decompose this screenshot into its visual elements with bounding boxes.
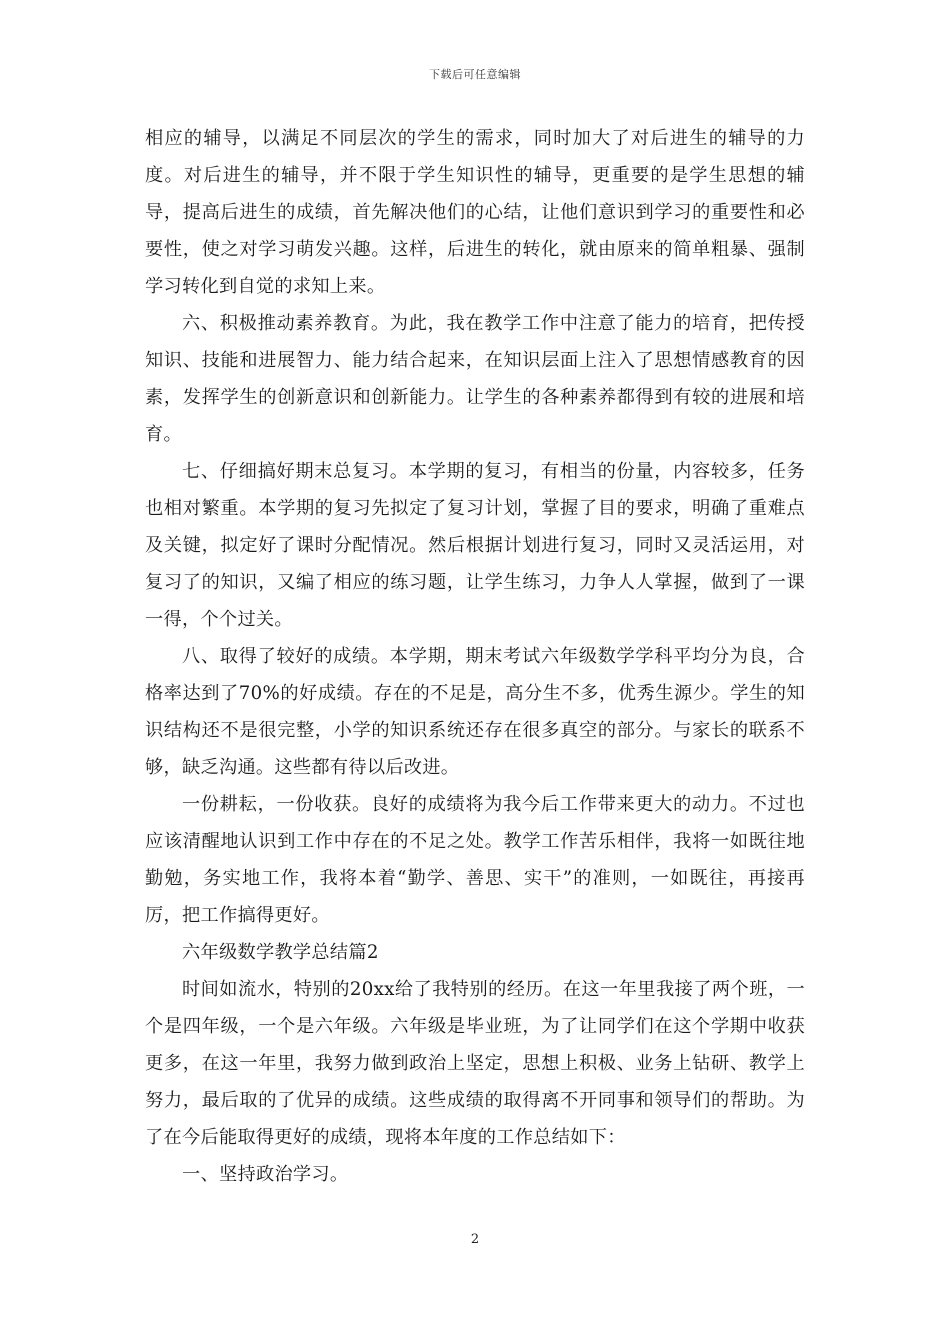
paragraph-item-1: 一、坚持政治学习。 (182, 1164, 349, 1185)
paragraph-conclusion: 一份耕耘，一份收获。良好的成绩将为我今后工作带来更大的动力。不过也应该清醒地认识到工作中存在的不足之处。教学工作苦乐相伴，我将一如既往地勤勉，务实地工作，我将本着“勤学、善思、实干”的准则，一如既往，再接再厉，把工作搞得更好。 (145, 794, 805, 926)
paragraph-section-7: 七、仔细搞好期末总复习。本学期的复习，有相当的份量，内容较多，任务也相对繁重。本学期的复习先拟定了复习计划，掌握了目的要求，明确了重难点及关键，拟定好了课时分配情况。然后根据计划进行复习，同时又灵活运用，对复习了的知识，又编了相应的练习题，让学生练习，力争人人掌握，做到了一课一得，个个过关。 (145, 461, 805, 630)
document-body (145, 120, 805, 1193)
paragraph-intro-2: 时间如流水，特别的20xx给了我特别的经历。在这一年里我接了两个班，一个是四年级，一个是六年级。六年级是毕业班，为了让同学们在这个学期中收获更多，在这一年里，我努力做到政治上坚定，思想上积极、业务上钻研、教学上努力，最后取的了优异的成绩。这些成绩的取得离不开同事和领导们的帮助。为了在今后能取得更好的成绩，现将本年度的工作总结如下： (145, 979, 805, 1148)
paragraph-continuation: 相应的辅导，以满足不同层次的学生的需求，同时加大了对后进生的辅导的力度。对后进生的辅导，并不限于学生知识性的辅导，更重要的是学生思想的辅导，提高后进生的成绩，首先解决他们的心结，让他们意识到学习的重要性和必要性，使之对学习萌发兴趣。这样，后进生的转化，就由原来的简单粗暴、强制学习转化到自觉的求知上来。 (145, 128, 805, 297)
paragraph-section-6: 六、积极推动素养教育。为此，我在教学工作中注意了能力的培育，把传授知识、技能和进展智力、能力结合起来，在知识层面上注入了思想情感教育的因素，发挥学生的创新意识和创新能力。让学生的各种素养都得到有较的进展和培育。 (145, 313, 805, 445)
section-heading: 六年级数学教学总结篇2 (182, 942, 379, 963)
paragraph-section-8: 八、取得了较好的成绩。本学期，期末考试六年级数学学科平均分为良，合格率达到了70%的好成绩。存在的不足是，高分生不多，优秀生源少。学生的知识结构还不是很完整，小学的知识系统还存在很多真空的部分。与家长的联系不够，缺乏沟通。这些都有待以后改进。 (145, 646, 805, 778)
page-number: 2 (470, 1232, 480, 1247)
header-note: 下载后可任意编辑 (429, 68, 521, 81)
